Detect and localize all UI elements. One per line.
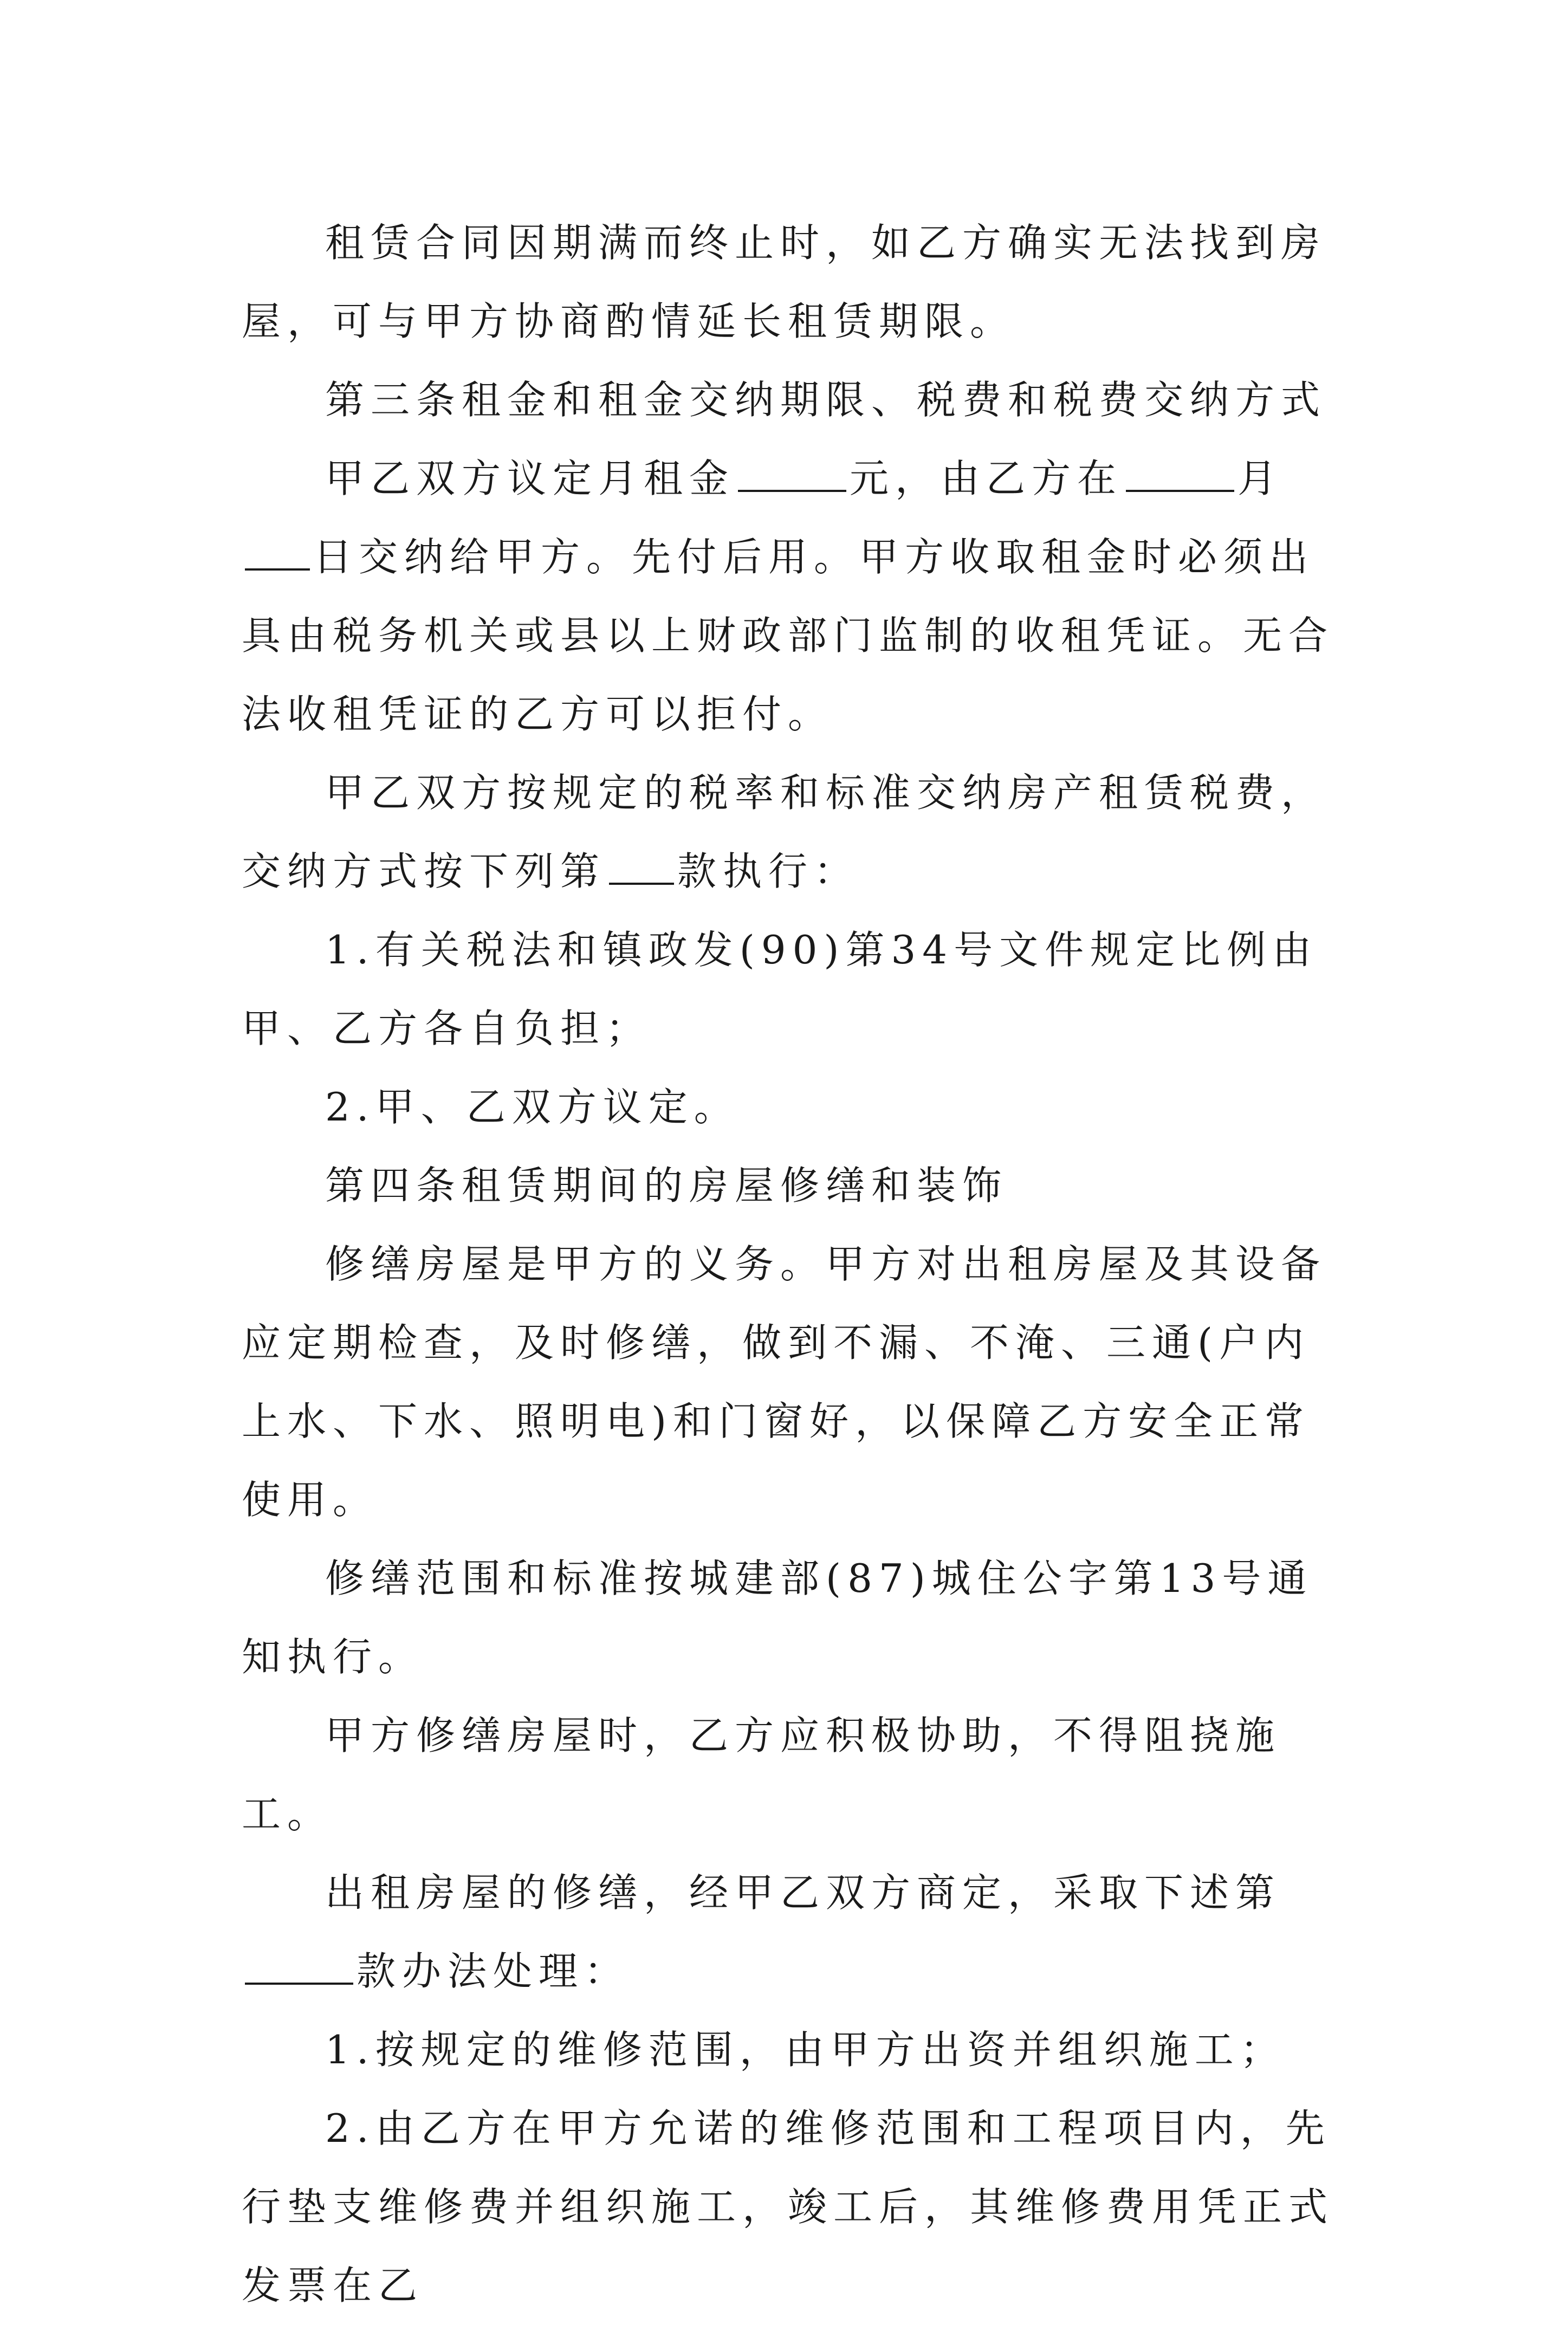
- repair-option-blank: [245, 1942, 353, 1985]
- tax-text-a: 甲乙双方按规定的税率和标准交纳房产租赁税费，交纳方式按下列第: [242, 770, 1327, 894]
- payment-month-blank: [1126, 450, 1234, 492]
- rent-amount-blank: [738, 450, 846, 492]
- tax-option-blank: [609, 843, 674, 885]
- document-body: [242, 204, 1336, 2325]
- heading-article-4: 第四条租赁期间的房屋修缮和装饰: [325, 1163, 1008, 1208]
- paragraph-lease-extension: 租赁合同因期满而终止时，如乙方确实无法找到房屋，可与甲方协商酌情延长租赁期限。: [242, 220, 1327, 344]
- repair-text-a: 出租房屋的修缮，经甲乙双方商定，采取下述第: [325, 1870, 1281, 1915]
- rent-text-b: 元，由乙方在: [850, 456, 1123, 501]
- paragraph-tax-payment: [242, 754, 1336, 911]
- repair-option-1: 1.按规定的维修范围，由甲方出资并组织施工；: [325, 2027, 1286, 2073]
- payment-day-blank: [245, 528, 310, 571]
- rent-text-a: 甲乙双方议定月租金: [325, 456, 735, 501]
- repair-text-b: 款办法处理：: [357, 1948, 630, 1994]
- tax-text-b: 款执行：: [677, 849, 860, 894]
- repair-option-2: 2.由乙方在甲方允诺的维修范围和工程项目内，先行垫支维修费并组织施工，竣工后，其维修费用凭正式发票在乙: [242, 2106, 1334, 2308]
- paragraph-rent-payment: [242, 439, 1336, 754]
- rent-text-d: 日交纳给甲方。先付后用。甲方收取租金时必须出具由税务机关或县以上财政部门监制的收租凭证。无合法收租凭证的乙方可以拒付。: [242, 534, 1334, 737]
- paragraph-repair-method: [242, 1854, 1336, 2011]
- paragraph-repair-duty: 修缮房屋是甲方的义务。甲方对出租房屋及其设备应定期检查，及时修缮，做到不漏、不淹、三通(户内上水、下水、照明电)和门窗好，以保障乙方安全正常使用。: [242, 1241, 1327, 1523]
- paragraph-repair-cooperation: 甲方修缮房屋时，乙方应积极协助，不得阻挠施工。: [242, 1713, 1281, 1837]
- tax-option-1: 1.有关税法和镇政发(90)第34号文件规定比例由甲、乙方各自负担；: [242, 927, 1318, 1051]
- heading-article-3: 第三条租金和租金交纳期限、税费和税费交纳方式: [325, 377, 1327, 423]
- rent-text-c: 月: [1237, 456, 1284, 501]
- paragraph-repair-standard: 修缮范围和标准按城建部(87)城住公字第13号通知执行。: [242, 1556, 1313, 1680]
- tax-option-2: 2.甲、乙双方议定。: [325, 1084, 740, 1130]
